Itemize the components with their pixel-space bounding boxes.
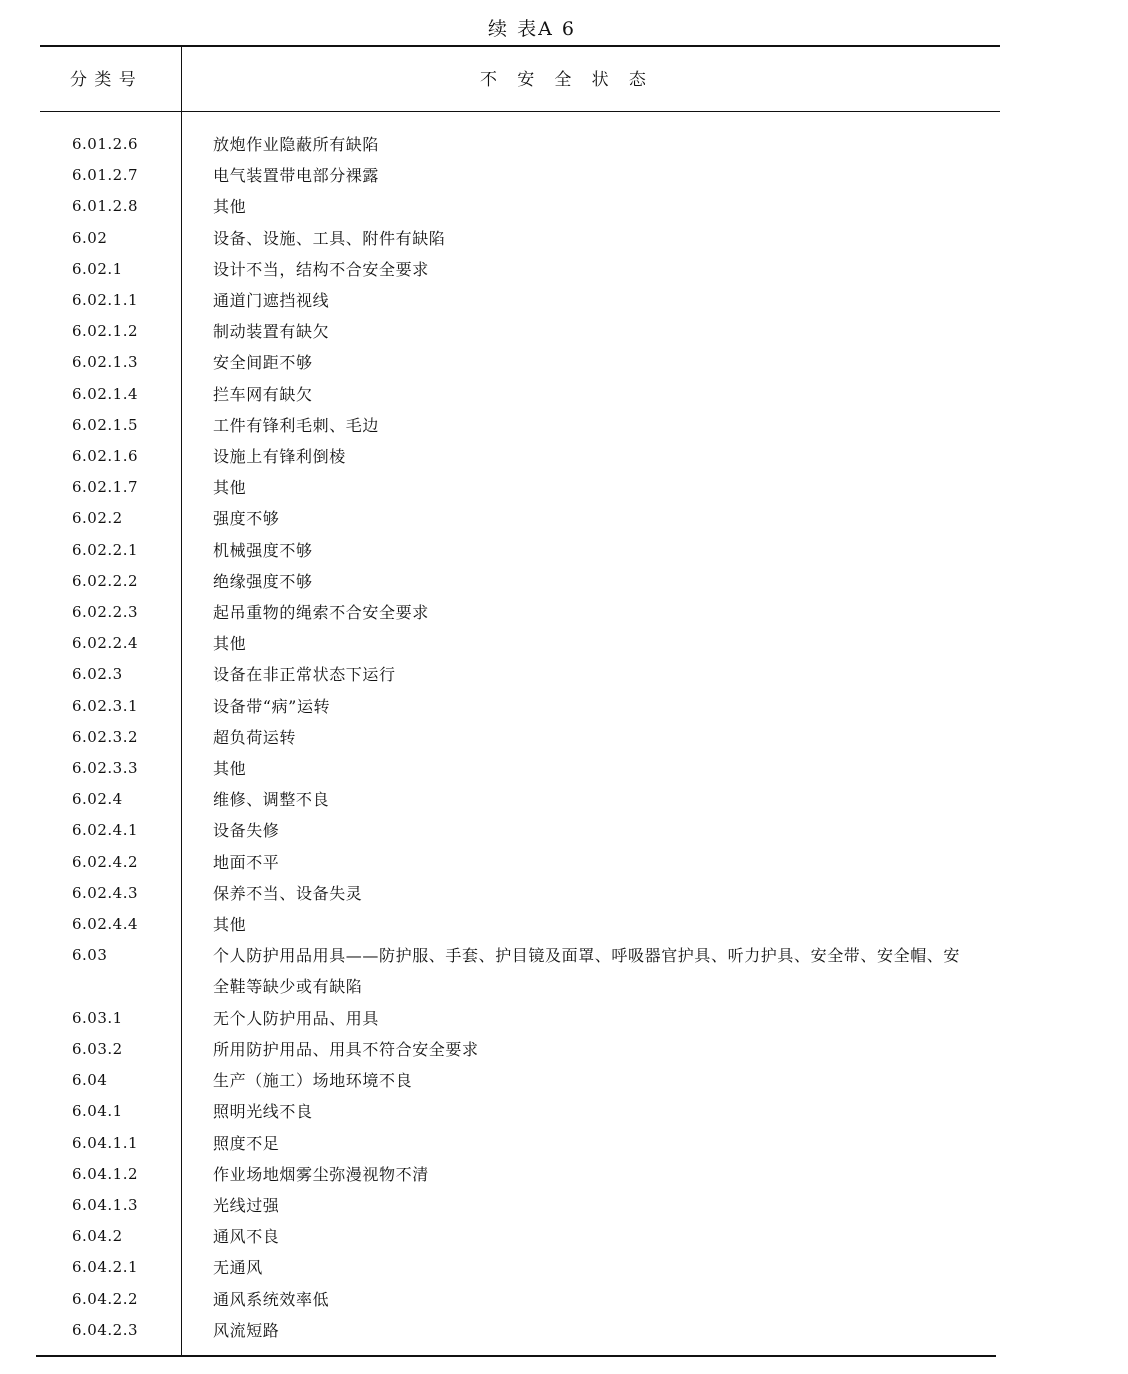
row-description: 强度不够 [213,509,280,529]
row-code: 6.01.2.7 [72,166,139,185]
row-code: 6.04.2.2 [72,1289,139,1308]
table-row [40,722,1000,753]
row-code: 6.02 [72,228,108,247]
table-row [40,909,1000,940]
row-description: 设计不当，结构不合安全要求 [213,259,429,279]
row-description: 照明光线不良 [213,1102,313,1122]
table-row [40,472,1000,503]
row-code: 6.04 [72,1071,108,1090]
row-description: 设备带“病”运转 [213,696,331,716]
table-row [40,160,1000,191]
row-code: 6.02.4 [72,790,123,809]
row-description: 设备在非正常状态下运行 [213,665,396,685]
row-code: 6.02.3.3 [72,759,139,778]
row-code: 6.02.2.1 [72,540,139,559]
header-code: 分 类 号 [70,70,137,90]
table-row [40,1284,1000,1315]
row-description: 通风系统效率低 [213,1289,330,1309]
row-description: 电气装置带电部分裸露 [213,166,380,186]
header-description: 不 安 全 状 态 [480,70,647,90]
classification-table [40,45,1000,1357]
row-description: 风流短路 [213,1320,280,1340]
row-description: 作业场地烟雾尘弥漫视物不清 [213,1164,429,1184]
row-code: 6.01.2.6 [72,135,139,153]
row-description: 绝缘强度不够 [213,571,313,591]
row-code: 6.02.2 [72,509,123,528]
table-row [40,410,1000,441]
table-row [40,691,1000,722]
table-row [40,535,1000,566]
row-code: 6.04.1 [72,1102,123,1121]
row-description: 放炮作业隐蔽所有缺陷 [213,135,380,154]
row-code: 6.02.1.7 [72,478,139,497]
row-description: 个人防护用品用具——防护服、手套、护目镜及面罩、呼吸器官护具、听力护具、安全带、安全帽、安全鞋等缺少或有缺陷 [213,946,961,997]
row-description: 生产（施工）场地环境不良 [213,1071,413,1091]
row-description: 安全间距不够 [213,353,313,373]
table-row [40,1003,1000,1034]
table-row [40,285,1000,316]
row-code: 6.02.1.6 [72,447,139,466]
table-row [40,316,1000,347]
row-code: 6.02.2.2 [72,571,139,590]
row-code: 6.03.1 [72,1008,123,1027]
row-description: 设施上有锋利倒棱 [213,447,346,467]
table-bottom-rule [36,1355,996,1357]
row-code: 6.02.1 [72,259,123,278]
row-description: 制动装置有缺欠 [213,322,330,342]
row-code: 6.02.1.1 [72,291,139,310]
table-row [40,191,1000,222]
table-row [40,1159,1000,1190]
row-description: 所用防护用品、用具不符合安全要求 [213,1039,479,1059]
row-description: 其他 [213,759,247,779]
row-description: 机械强度不够 [213,540,313,560]
table-title: 续 表A 6 [488,18,576,40]
row-description: 其他 [213,197,247,217]
row-code: 6.04.1.2 [72,1164,139,1183]
row-code: 6.04.2.3 [72,1320,139,1339]
row-description: 起吊重物的绳索不合安全要求 [213,603,429,623]
row-code: 6.03.2 [72,1039,123,1058]
table-row [40,940,1000,1002]
row-description: 设备失修 [213,821,280,841]
table-row [40,254,1000,285]
table-row [40,223,1000,254]
row-code: 6.02.3.1 [72,696,139,715]
table-header-rule [40,111,1000,112]
row-description: 其他 [213,478,247,498]
table-row [40,1096,1000,1127]
row-description: 超负荷运转 [213,727,297,747]
row-code: 6.01.2.8 [72,197,139,216]
row-code: 6.02.1.5 [72,415,139,434]
row-code: 6.02.2.4 [72,634,139,653]
row-code: 6.04.2 [72,1227,123,1246]
table-row [40,597,1000,628]
row-code: 6.04.2.1 [72,1258,139,1277]
row-description: 设备、设施、工具、附件有缺陷 [213,228,446,248]
table-row [40,1315,1000,1346]
row-description: 拦车网有缺欠 [213,384,313,404]
row-description: 工件有锋利毛刺、毛边 [213,415,380,435]
row-code: 6.02.1.3 [72,353,139,372]
table-row [40,878,1000,909]
table-row [40,1034,1000,1065]
table-row [40,784,1000,815]
row-code: 6.02.3.2 [72,727,139,746]
row-code: 6.02.4.1 [72,821,139,840]
table-row [40,566,1000,597]
table-body [40,129,1000,1346]
row-code: 6.02.4.2 [72,852,139,871]
row-code: 6.02.1.4 [72,384,139,403]
row-description: 通风不良 [213,1227,280,1247]
table-row [40,753,1000,784]
row-code: 6.02.4.4 [72,915,139,934]
table-row [40,129,1000,160]
table-row [40,503,1000,534]
row-description: 无个人防护用品、用具 [213,1008,380,1028]
table-row [40,1190,1000,1221]
row-code: 6.04.1.1 [72,1133,139,1152]
row-description: 无通风 [213,1258,263,1278]
table-row [40,659,1000,690]
row-description: 保养不当、设备失灵 [213,883,363,903]
table-row [40,441,1000,472]
row-description: 地面不平 [213,852,280,872]
table-row [40,628,1000,659]
row-description: 通道门遮挡视线 [213,291,330,311]
row-description: 光线过强 [213,1195,280,1215]
row-description: 照度不足 [213,1133,280,1153]
table-row [40,1065,1000,1096]
table-row [40,1252,1000,1283]
table-row [40,347,1000,378]
row-code: 6.03 [72,946,108,965]
table-row [40,847,1000,878]
row-code: 6.04.1.3 [72,1195,139,1214]
row-code: 6.02.1.2 [72,322,139,341]
table-row [40,1221,1000,1252]
row-description: 其他 [213,915,247,935]
row-code: 6.02.4.3 [72,883,139,902]
row-description: 维修、调整不良 [213,790,330,810]
row-code: 6.02.2.3 [72,603,139,622]
table-row [40,379,1000,410]
table-row [40,815,1000,846]
table-top-rule [40,45,1000,47]
row-code: 6.02.3 [72,665,123,684]
table-row [40,1128,1000,1159]
row-description: 其他 [213,634,247,654]
